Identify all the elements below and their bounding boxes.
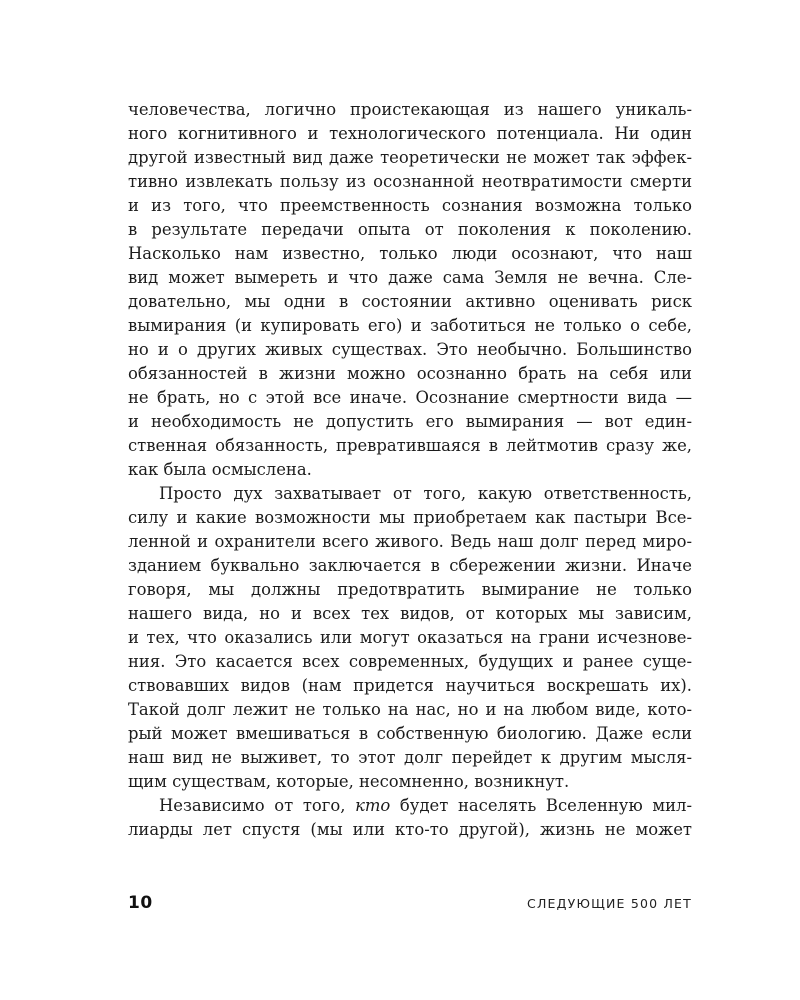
- text-segment: как была осмыслена.: [128, 460, 312, 479]
- text-segment: но и о других живых существах. Это необычно. Большинство: [128, 340, 692, 359]
- text-segment: другой известный вид даже теоретически не может так эффек-: [128, 148, 692, 167]
- text-segment: лиарды лет спустя (мы или кто-то другой), жизнь не может: [128, 820, 692, 839]
- text-line: [128, 314, 692, 338]
- text-segment: не брать, но с этой все иначе. Осознание смертности вида —: [128, 388, 692, 407]
- text-line: [128, 410, 692, 434]
- text-segment: ного когнитивного и технологического потенциала. Ни один: [128, 124, 692, 143]
- running-title: СЛЕДУЮЩИЕ 500 ЛЕТ: [527, 896, 692, 911]
- text-line: [128, 794, 692, 818]
- text-segment: ленной и охранители всего живого. Ведь наш долг перед миро-: [128, 532, 692, 551]
- text-segment: обязанностей в жизни можно осознанно брать на себя или: [128, 364, 692, 383]
- text-line: [128, 554, 692, 578]
- text-line: [128, 530, 692, 554]
- text-segment: зданием буквально заключается в сбережении жизни. Иначе: [128, 556, 692, 575]
- text-segment: говоря, мы должны предотвратить вымирание не только: [128, 580, 692, 599]
- page-number: 10: [128, 893, 153, 913]
- text-line: [128, 602, 692, 626]
- text-line: [128, 338, 692, 362]
- text-line: [128, 386, 692, 410]
- text-segment: Независимо от того,: [159, 796, 356, 815]
- text-line: [128, 578, 692, 602]
- text-line: [128, 194, 692, 218]
- emphasis-text: кто: [355, 796, 391, 815]
- text-line: [128, 458, 692, 482]
- text-line: [128, 290, 692, 314]
- text-segment: силу и какие возможности мы приобретаем как пастыри Все-: [128, 508, 692, 527]
- text-segment: вымирания (и купировать его) и заботиться не только о себе,: [128, 316, 692, 335]
- text-line: [128, 434, 692, 458]
- text-line: [128, 146, 692, 170]
- text-segment: Такой долг лежит не только на нас, но и на любом виде, кото-: [128, 700, 692, 719]
- text-segment: Насколько нам известно, только люди осознают, что наш: [128, 244, 692, 263]
- text-segment: довательно, мы одни в состоянии активно оценивать риск: [128, 292, 692, 311]
- text-segment: в результате передачи опыта от поколения к поколению.: [128, 220, 692, 239]
- body-text: [128, 98, 692, 842]
- text-segment: будет населять Вселенную мил-: [390, 796, 692, 815]
- text-segment: ния. Это касается всех современных, будущих и ранее суще-: [128, 652, 692, 671]
- text-line: [128, 818, 692, 842]
- text-line: [128, 674, 692, 698]
- text-line: [128, 362, 692, 386]
- text-segment: и тех, что оказались или могут оказаться на грани исчезнове-: [128, 628, 692, 647]
- text-segment: ствовавших видов (нам придется научиться воскрешать их).: [128, 676, 692, 695]
- text-line: [128, 242, 692, 266]
- text-segment: тивно извлекать пользу из осознанной неотвратимости смерти: [128, 172, 692, 191]
- text-line: [128, 746, 692, 770]
- text-segment: и необходимость не допустить его вымирания — вот един-: [128, 412, 692, 431]
- text-segment: ственная обязанность, превратившаяся в лейтмотив сразу же,: [128, 436, 692, 455]
- text-line: [128, 506, 692, 530]
- text-line: [128, 698, 692, 722]
- text-segment: человечества, логично проистекающая из нашего уникаль-: [128, 100, 692, 119]
- page-footer: [128, 893, 692, 915]
- text-segment: вид может вымереть и что даже сама Земля не вечна. Сле-: [128, 268, 692, 287]
- text-line: [128, 722, 692, 746]
- text-line: [128, 122, 692, 146]
- text-segment: щим существам, которые, несомненно, возникнут.: [128, 772, 570, 791]
- text-segment: Просто дух захватывает от того, какую ответственность,: [159, 484, 692, 503]
- text-line: [128, 482, 692, 506]
- text-line: [128, 770, 692, 794]
- text-line: [128, 650, 692, 674]
- text-line: [128, 98, 692, 122]
- text-line: [128, 170, 692, 194]
- text-line: [128, 266, 692, 290]
- text-segment: рый может вмешиваться в собственную биологию. Даже если: [128, 724, 692, 743]
- text-segment: и из того, что преемственность сознания возможна только: [128, 196, 692, 215]
- text-line: [128, 626, 692, 650]
- text-segment: наш вид не выживет, то этот долг перейдет к другим мысля-: [128, 748, 692, 767]
- text-segment: нашего вида, но и всех тех видов, от которых мы зависим,: [128, 604, 692, 623]
- text-line: [128, 218, 692, 242]
